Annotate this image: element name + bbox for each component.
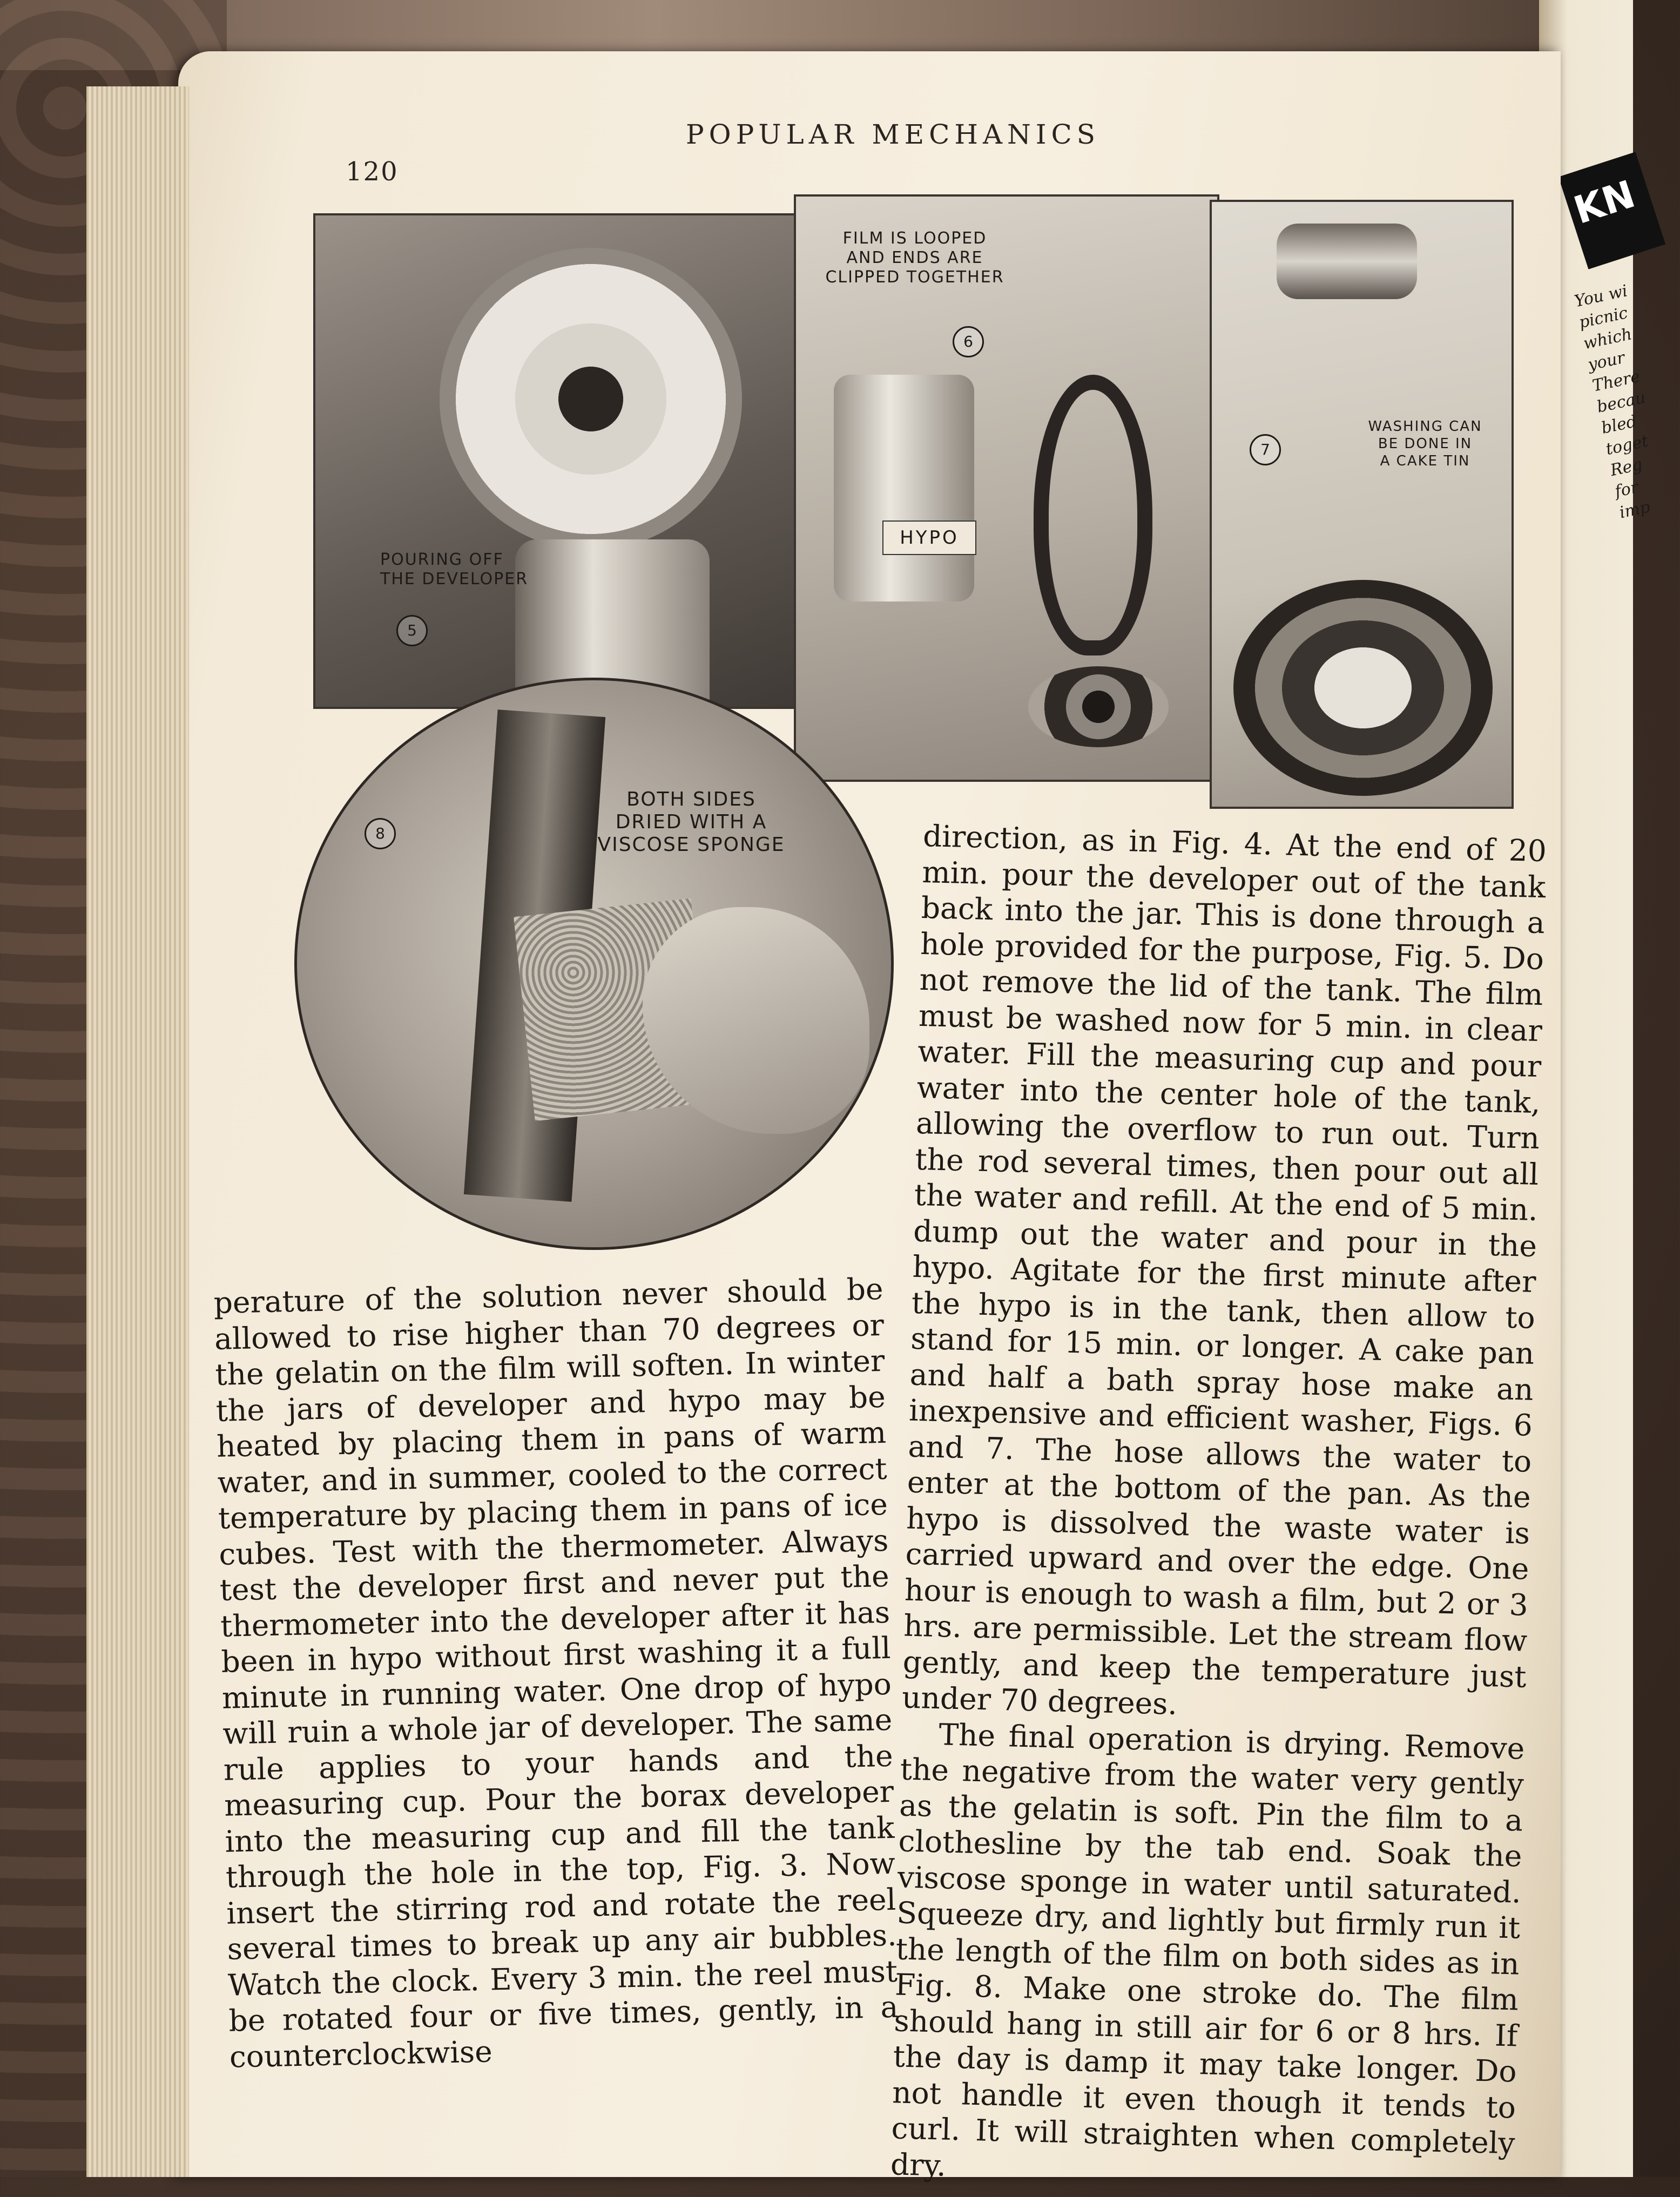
right-paragraph-2: The final operation is drying. Remove the negative from the water very gently as the gelatin is soft. Pin the film to a clothesline by the tab end. Soak the viscose sponge in water until saturated. Squeeze dry, and lightly but firmly run it the length of the film on both sides as in Fig. 8. Make one stroke do. The film should hang in still air for 6 or 8 hrs. If the day is damp it may take longer. Do not handle it even though it tends to curl. It will straighten when completely dry. [890,1716,1526,2183]
running-title: POPULAR MECHANICS [686,119,1101,150]
right-text-column [890,818,1547,2197]
facing-fragment: You wi [1573,281,1629,312]
facing-fragment: for [1613,478,1641,502]
figure-6-caption: FILM IS LOOPED AND ENDS ARE CLIPPED TOGETHER [825,229,1004,287]
cake-tin-illustration [1233,580,1493,796]
facing-fragment: bled [1600,412,1638,438]
facing-fragment: picnic [1577,303,1630,333]
page-number: 120 [346,157,399,187]
left-paragraph-1: perature of the solution never should be allowed to rise higher than 70 degrees or the gelatin on the film will soften. In winter the jars of developer and hypo may be heated by placing them in pans of warm water, and in summer, cooled to the correct temperature by placing them in pans of ice cubes. Test with the thermometer. Always test the developer first and never put the thermometer into the developer after it has been in hypo without first washing it a full minute in running water. One drop of hypo will ruin a whole jar of developer. The same rule applies to your hands and the measuring cup. Pour the borax developer into the measuring cup and fill the tank through the hole in the top, Fig. 3. Now insert the stirring rod and rotate the reel several times to break up any air bubbles. Watch the clock. Every 3 min. the reel must be rotated four or five times, gently, in a counterclockwise [213,1272,899,2074]
facing-fragment: becau [1595,388,1648,417]
page-edges [86,86,189,2177]
facing-fragment: toget [1604,431,1650,459]
figure-6-number: 6 [953,326,984,357]
figure-5-number: 5 [396,615,428,646]
facing-fragment: Reg [1608,455,1644,481]
tank-lid-illustration [420,228,761,570]
left-text-column [213,1271,899,2075]
figure-8-sponge-drying [294,678,894,1250]
hypo-jar-illustration [834,375,974,601]
reel-illustration [1028,666,1169,747]
figure-7-washing [1210,200,1514,809]
figure-8-caption: BOTH SIDES DRIED WITH A VISCOSE SPONGE [597,788,785,856]
film-loop-illustration [1034,375,1152,655]
figure-5-caption: POURING OFF THE DEVELOPER [380,550,529,589]
facing-fragment: your [1586,348,1627,375]
figure-7-number: 7 [1250,434,1281,465]
figure-8-number: 8 [365,818,396,849]
right-paragraph-1: direction, as in Fig. 4. At the end of 20 min. pour the developer out of the tank back into the jar. This is done through a hole provided for the purpose, Fig. 5. Do not remove the lid of the tank. The film must be washed now for 5 min. in clear water. Fill the measuring cup and pour water into the center hole of the tank, allowing the overflow to run out. Turn the rod several times, then pour out all the water and refill. At the end of 5 min. dump out the water and pour in the hypo. Agitate for the first minute after the hypo is in the tank, then allow to stand for 15 min. or longer. A cake pan and half a bath spray hose make an inexpensive and efficient washer, Figs. 6 and 7. The hose allows the water to enter at the bottom of the pan. As the hypo is dissolved the waste water is carried upward and over the edge. One hour is enough to wash a film, but 2 or 3 hrs. are permissible. Let the stream flow gently, and keep the temperature just under 70 degrees. [901,818,1547,1721]
facing-fragment: which [1582,325,1634,354]
figure-5-pouring-developer [313,213,804,709]
facing-page-text [1573,279,1680,524]
hypo-jar-label: HYPO [882,520,976,555]
figure-7-caption: WASHING CAN BE DONE IN A CAKE TIN [1368,418,1482,469]
facing-fragment: There [1590,367,1642,396]
faucet-illustration [1277,224,1417,299]
facing-fragment: imp [1617,497,1652,523]
figure-6-film-looped [794,194,1219,782]
facing-page-badge: KN [1558,152,1665,269]
